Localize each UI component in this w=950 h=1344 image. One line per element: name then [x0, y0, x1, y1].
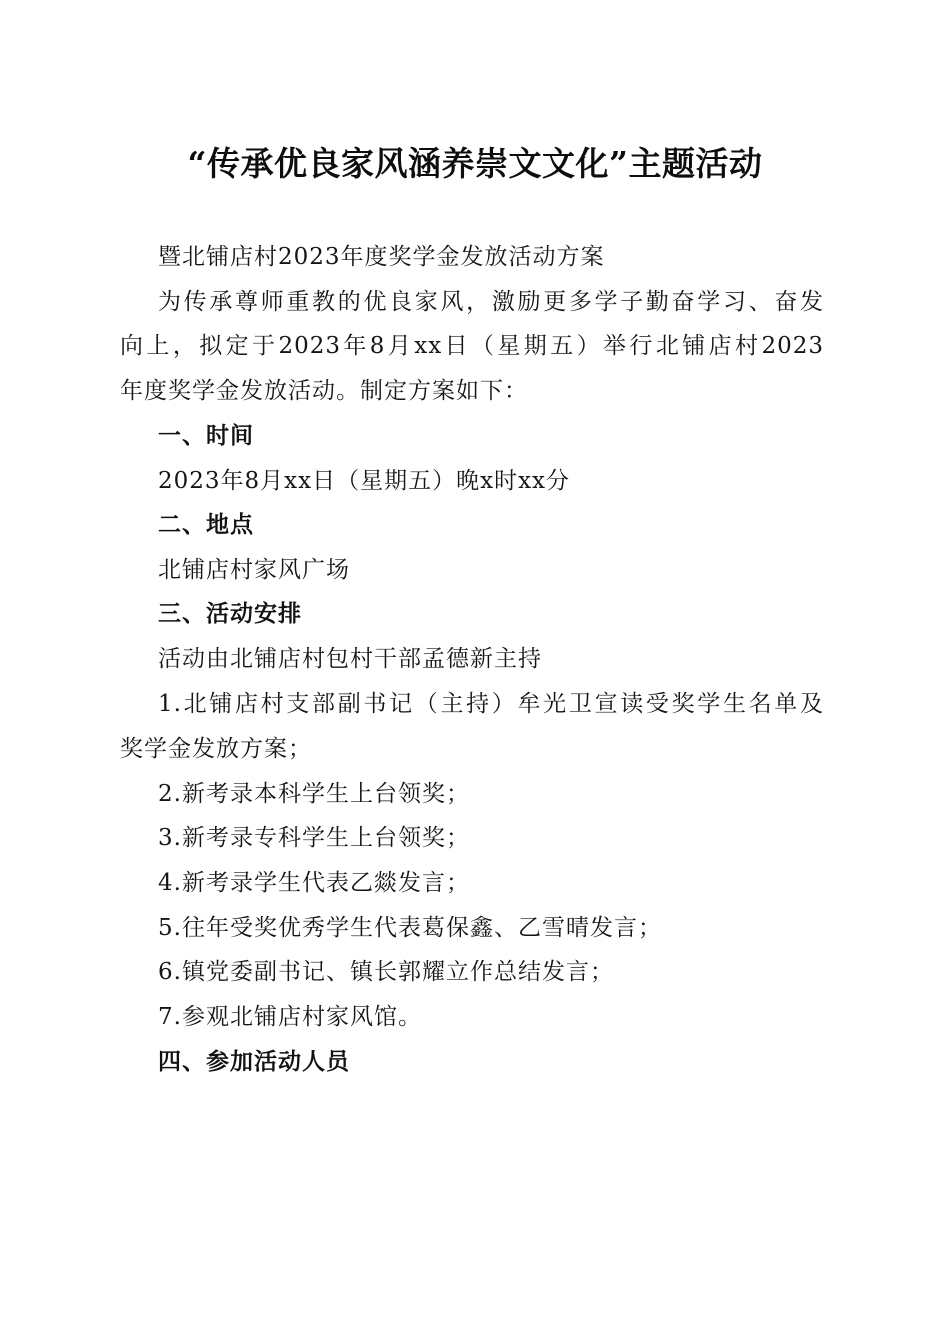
list-item: 7.参观北铺店村家风馆。: [158, 1004, 422, 1030]
list-item: 2.新考录本科学生上台领奖；: [158, 781, 470, 807]
section-heading-participants: 四、参加活动人员: [158, 1049, 350, 1075]
list-item: 6.镇党委副书记、镇长郭耀立作总结发言；: [158, 959, 614, 985]
intro-line-1: 为传承尊师重教的优良家风，激励更多学子勤奋学习、奋发: [158, 289, 824, 315]
section-heading-arrangement: 三、活动安排: [158, 601, 302, 627]
intro-line-2: 向上，拟定于2023年8月xx日（星期五）举行北铺店村2023: [120, 333, 824, 359]
document-title: “传承优良家风涵养崇文文化”主题活动: [187, 144, 763, 183]
list-item-continuation: 奖学金发放方案；: [120, 736, 312, 762]
list-item: 3.新考录专科学生上台领奖；: [158, 825, 470, 851]
list-item: 5.往年受奖优秀学生代表葛保鑫、乙雪晴发言；: [158, 915, 662, 941]
section-heading-time: 一、时间: [158, 423, 254, 449]
section-heading-place: 二、地点: [158, 512, 254, 538]
intro-line-3: 年度奖学金发放活动。制定方案如下：: [120, 378, 528, 404]
list-item: 1.北铺店村支部副书记（主持）牟光卫宣读受奖学生名单及: [158, 691, 824, 717]
place-text: 北铺店村家风广场: [158, 557, 350, 583]
list-item: 4.新考录学生代表乙燚发言；: [158, 870, 470, 896]
time-text: 2023年8月xx日（星期五）晚x时xx分: [158, 468, 571, 494]
subtitle: 暨北铺店村2023年度奖学金发放活动方案: [158, 244, 605, 270]
arrangement-host: 活动由北铺店村包村干部孟德新主持: [158, 646, 542, 672]
